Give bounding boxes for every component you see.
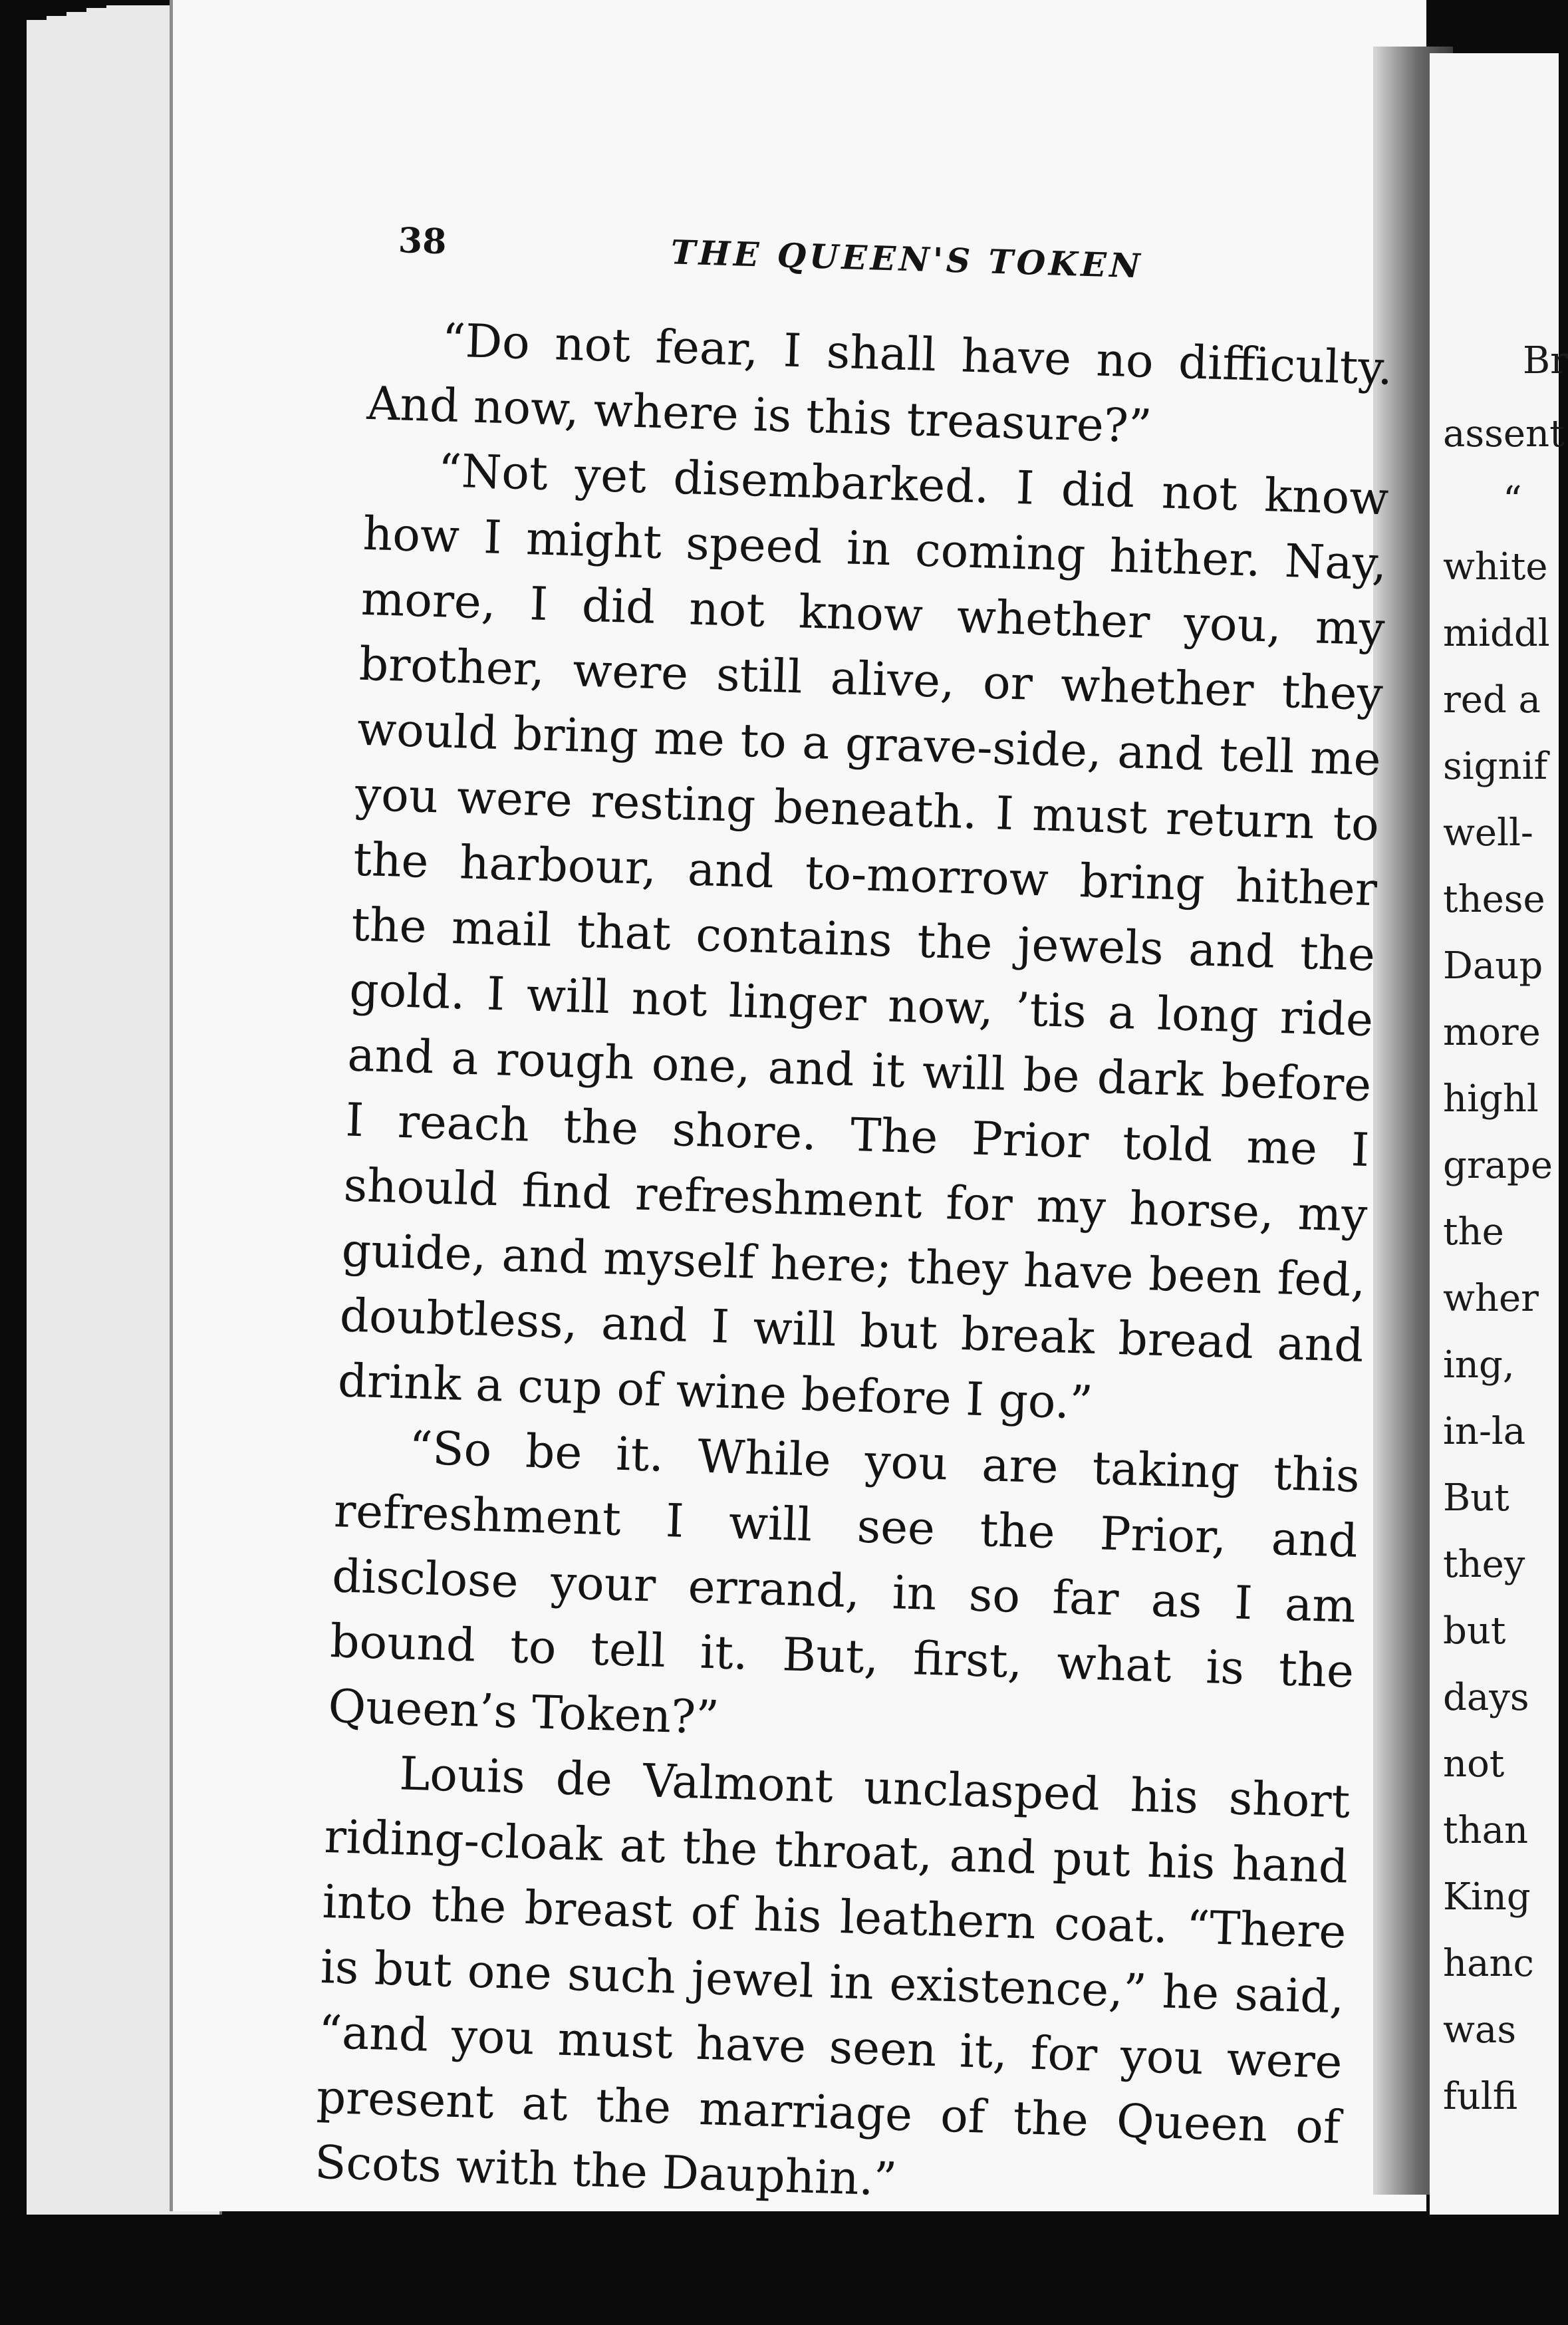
facing-line: Br (1523, 339, 1568, 382)
facing-line: than (1443, 1809, 1529, 1852)
facing-line: these (1443, 878, 1545, 921)
facing-line: fulfi (1443, 2075, 1518, 2118)
facing-line: signif (1443, 745, 1548, 788)
facing-line: was (1443, 2008, 1517, 2052)
facing-line: days (1443, 1676, 1529, 1719)
facing-line: middl (1443, 612, 1550, 655)
page-number: 38 (398, 220, 448, 263)
facing-page (1430, 53, 1568, 2215)
facing-line: they (1443, 1543, 1525, 1586)
facing-line: wher (1443, 1277, 1539, 1320)
facing-line: white (1443, 545, 1548, 589)
paragraph: “So be it. While you are taking this refreshment I will see the Prior, and disclose your errand, in so far as I am bound to tell it. But, first, what is the Queen’s Token?” (327, 1421, 1361, 1745)
facing-line: Daup (1443, 944, 1543, 988)
facing-line: “ (1503, 479, 1522, 522)
facing-line: not (1443, 1742, 1505, 1786)
facing-line: hanc (1443, 1942, 1534, 1985)
running-title: THE QUEEN'S TOKEN (670, 232, 1144, 286)
paragraph: “Not yet disembarked. I did not know how I might speed in coming hither. Nay, more, I did not know whether you, my brother, were still alive, or whether they would bring me to a grave-side, and tell me you were resting beneath. I must return to the harbour, and to-morrow bring hither the mail that contains the jewels and the gold. I will not linger now, ’tis a long ride and a rough one, and it will be dark before I reach the shore. The Prior told me I should find refreshment for my horse, my guide, and myself here; they have been fed, doubtless, and I will but break bread and drink a cup of wine before I go.” (336, 444, 1390, 1430)
facing-line: red a (1443, 678, 1541, 722)
facing-line: more (1443, 1011, 1541, 1054)
facing-line: But (1443, 1476, 1509, 1520)
page-text-block (314, 219, 1396, 2225)
scan-background (0, 2215, 1559, 2325)
facing-line: highl (1443, 1077, 1539, 1121)
facing-line: but (1443, 1609, 1506, 1653)
facing-line: the (1443, 1210, 1504, 1254)
facing-line: King (1443, 1875, 1531, 1919)
facing-line: ing, (1443, 1343, 1515, 1387)
paragraph: Louis de Valmont unclasped his short riding-cloak at the throat, and put his hand into the breast of his leathern coat. “There is but one such jewel in existence,” he said, “and you must have seen it, for you were present at the marriage of the Queen of Scots with the Dauphin.” (314, 1747, 1351, 2207)
facing-line: assent (1443, 412, 1565, 456)
facing-line: grape (1443, 1144, 1553, 1187)
facing-line: well- (1443, 811, 1533, 855)
paragraph: “Do not fear, I shall have no difficulty. And now, where is this treasure?” (366, 314, 1394, 454)
facing-line: in-la (1443, 1410, 1526, 1453)
